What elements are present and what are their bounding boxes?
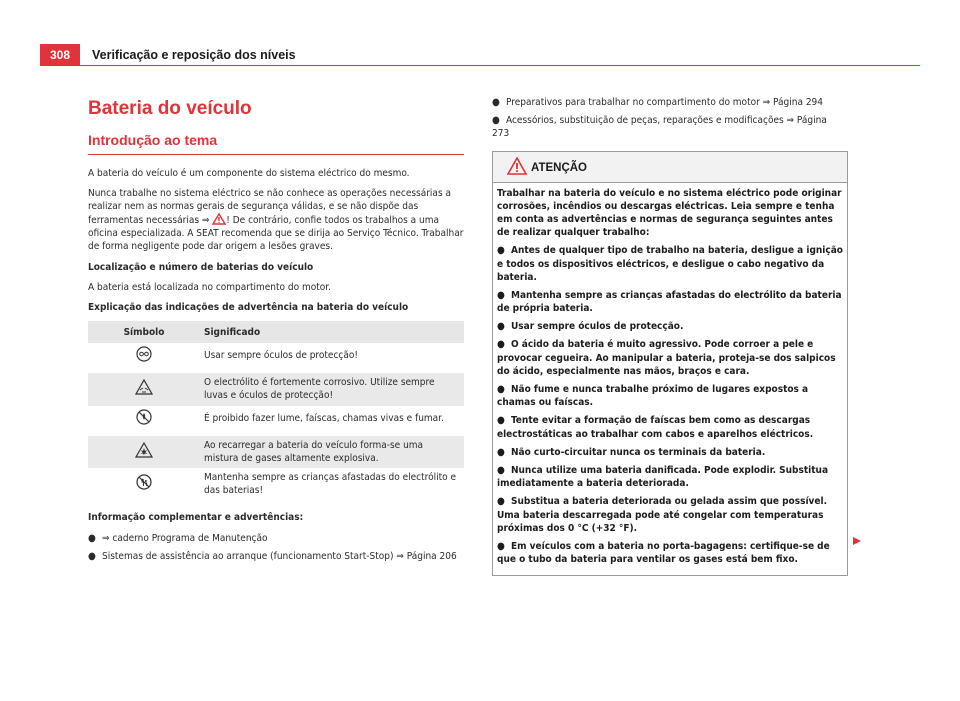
list-item[interactable]: ● ⇒ caderno Programa de Manutenção: [88, 532, 268, 544]
table-cell-meaning: O electrólito é fortemente corrosivo. Utilize sempre luvas e óculos de protecção!: [200, 373, 464, 405]
location-text: A bateria está localizada no compartimento do motor.: [88, 281, 331, 293]
bullet: ●: [497, 339, 505, 351]
list-item[interactable]: ● Preparativos para trabalhar no compartimento do motor ⇒ Página 294: [492, 97, 823, 108]
table-row: [88, 406, 464, 436]
warning-item: ● Mantenha sempre as crianças afastadas do electrólito da bateria de própria bateria.: [497, 289, 842, 315]
left-column: [88, 96, 464, 569]
bullet: ●: [497, 446, 505, 458]
table-cell-meaning: Mantenha sempre as crianças afastadas do electrólito e das baterias!: [204, 471, 457, 497]
chapter-title: Verificação e reposição dos níveis: [92, 48, 296, 62]
warning-item: ● Não curto-circuitar nunca os terminais da bateria.: [497, 446, 766, 458]
warning-item: ● Usar sempre óculos de protecção.: [497, 321, 684, 333]
subsection-title: Introdução ao tema: [88, 131, 464, 154]
table-row: [88, 468, 464, 500]
bullet: ●: [492, 115, 500, 127]
bullet: ●: [497, 540, 505, 552]
safety-paragraph-b: ! De contrário, confie todos os trabalhos a uma oficina especializada. A SEAT recomenda que se dirija ao Serviço Técnico. Trabalhar de forma negligente pode dar origem a lesões graves.: [88, 215, 464, 253]
table-row: [88, 436, 464, 468]
warning-item: ● Antes de qualquer tipo de trabalho na bateria, desligue a ignição e todos os dispositivos eléctricos, e desligue o cabo negativo da bateria.: [497, 245, 843, 283]
goggles-icon: [136, 346, 152, 362]
warning-item: ● Nunca utilize uma bateria danificada. Pode explodir. Substitua imediatamente a bateria deteriorada.: [497, 464, 829, 490]
warning-item: ● Tente evitar a formação de faíscas bem como as descargas electrostáticas ao trabalhar com cabos e aparelhos eléctricos.: [497, 415, 814, 440]
reference-list: [492, 96, 846, 141]
table-cell-meaning: É proibido fazer lume, faíscas, chamas vivas e fumar.: [204, 412, 444, 424]
bullet: ●: [497, 496, 505, 508]
warning-header: [493, 152, 847, 183]
no-fire-icon: [136, 409, 152, 425]
section-title: Bateria do veículo: [88, 98, 252, 119]
bullet: ●: [497, 289, 505, 301]
warning-title: ATENÇÃO: [531, 161, 588, 174]
warning-box: [492, 151, 848, 577]
continue-arrow-icon[interactable]: [852, 536, 862, 546]
bullet: ●: [497, 384, 505, 395]
warning-item: ● O ácido da bateria é muito agressivo. Pode corroer a pele e provocar cegueira. Ao manipular a bateria, proteja-se dos salpicos do ácido, especialmente nas mãos, braços e cara.: [497, 339, 836, 377]
table-cell-meaning: Usar sempre óculos de protecção!: [204, 350, 358, 362]
bullet: ●: [88, 550, 96, 562]
corrosive-icon: [135, 379, 153, 395]
column-header-meaning: Significado: [200, 321, 464, 343]
list-item[interactable]: ● Acessórios, substituição de peças, reparações e modificações ⇒ Página 273: [492, 115, 827, 140]
safety-paragraph: [88, 187, 464, 254]
table-heading: Explicação das indicações de advertência na bateria do veículo: [88, 302, 409, 314]
page-number: 308: [40, 44, 80, 66]
warning-intro: Trabalhar na bateria do veículo e no sistema eléctrico pode originar corrosões, incêndios ou descargas eléctricas. Leia sempre e tenha em conta as advertências e normas de segurança seguintes antes de realizar qualquer trabalho:: [497, 187, 842, 239]
header-rule: [40, 65, 920, 66]
keep-children-away-icon: [136, 474, 152, 490]
warning-body: [493, 183, 847, 576]
bullet: ●: [497, 245, 505, 257]
table-cell-meaning: Ao recarregar a bateria do veículo forma-se uma mistura de gases altamente explosiva.: [200, 436, 464, 468]
info-heading: Informação complementar e advertências:: [88, 512, 304, 524]
explosive-icon: [135, 442, 153, 458]
bullet: ●: [497, 321, 505, 333]
info-list: [88, 532, 464, 563]
table-row: [88, 343, 464, 373]
warning-item: ● Em veículos com a bateria no porta-bagagens: certifique-se de que o tubo da bateria para ventilar os gases está bem fixo.: [497, 540, 830, 566]
bullet: ●: [88, 532, 96, 544]
bullet: ●: [497, 464, 505, 476]
warning-item: ● Não fume e nunca trabalhe próximo de lugares expostos a chamas ou faíscas.: [497, 384, 809, 409]
intro-paragraph: A bateria do veículo é um componente do sistema eléctrico do mesmo.: [88, 167, 410, 179]
bullet: ●: [492, 97, 500, 108]
page-header: [40, 44, 920, 66]
list-item[interactable]: ● Sistemas de assistência ao arranque (funcionamento Start-Stop) ⇒ Página 206: [88, 550, 457, 562]
right-column: [492, 96, 846, 576]
table-row: [88, 373, 464, 405]
column-header-symbol: Símbolo: [88, 321, 200, 343]
warning-triangle-icon[interactable]: [212, 213, 226, 225]
location-heading: Localização e número de baterias do veículo: [88, 261, 314, 273]
bullet: ●: [497, 415, 505, 427]
warning-triangle-icon: [507, 157, 527, 175]
symbols-table: [88, 321, 464, 500]
safety-paragraph-a: Nunca trabalhe no sistema eléctrico se não conhece as operações necessárias a realizar nem as normas gerais de segurança válidas, e se não dispõe das ferramentas necessárias ⇒: [88, 187, 452, 227]
warning-item: ● Substitua a bateria deteriorada ou gelada assim que possível. Uma bateria descarregada pode até congelar com temperaturas próximas dos 0 °C (+32 °F).: [497, 496, 827, 534]
